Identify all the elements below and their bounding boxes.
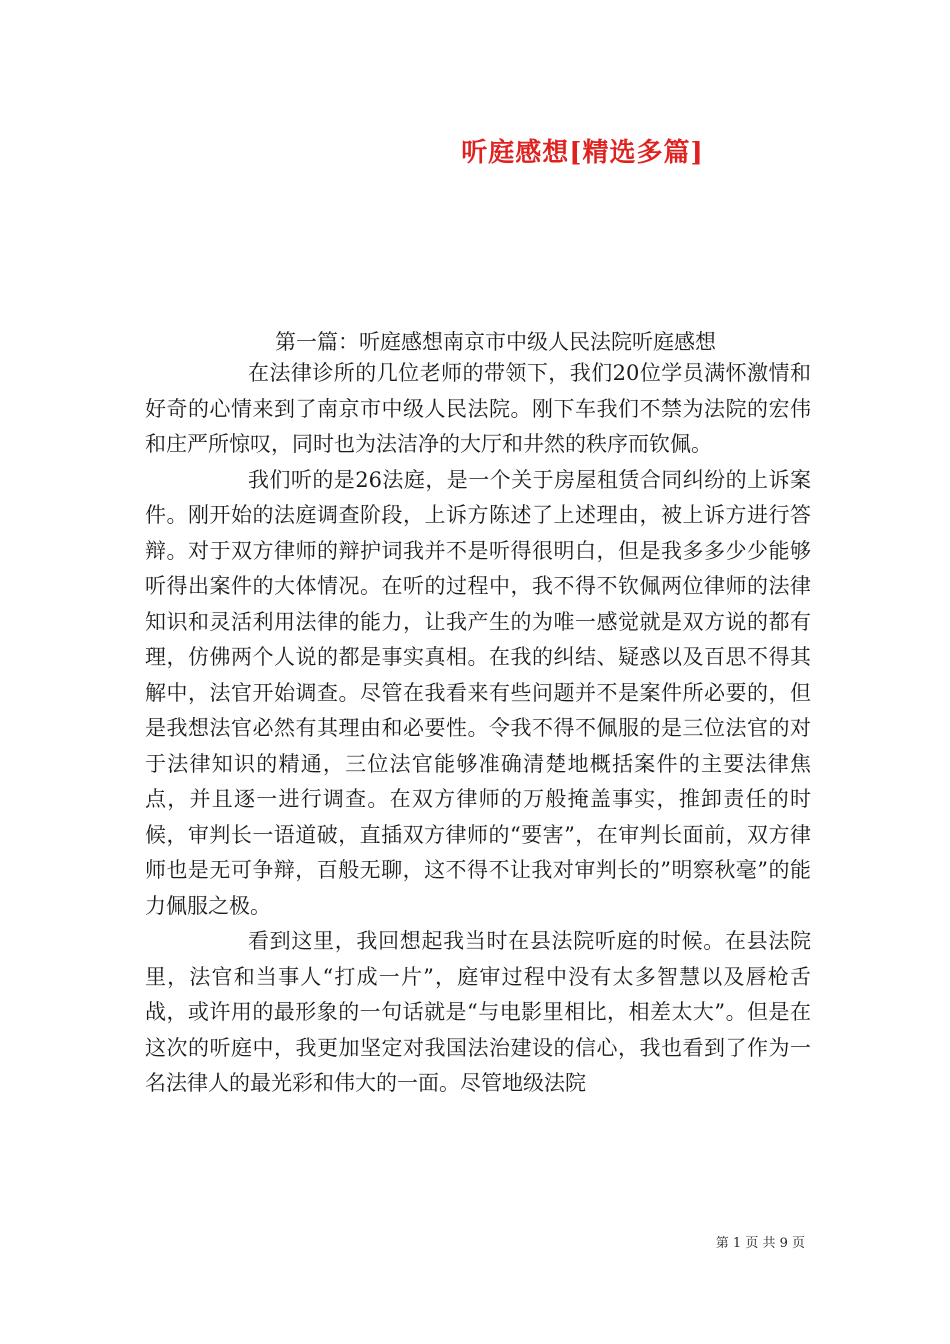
paragraph: 我们听的是26法庭，是一个关于房屋租赁合同纠纷的上诉案件。刚开始的法庭调查阶段，上诉方陈述了上述理由，被上诉方进行答辩。对于双方律师的辩护词我并不是听得很明白，但是我多多少少能够听得出案件的大体情况。在听的过程中，我不得不钦佩两位律师的法律知识和灵活利用法律的能力，让我产生的为唯一感觉就是双方说的都有理，仿佛两个人说的都是事实真相。在我的纠结、疑惑以及百思不得其解中，法官开始调查。尽管在我看来有些问题并不是案件所必要的，但是我想法官必然有其理由和必要性。令我不得不佩服的是三位法官的对于法律知识的精通，三位法官能够准确清楚地概括案件的主要法律焦点，并且逐一进行调查。在双方律师的万般掩盖事实，推卸责任的时候，审判长一语道破，直插双方律师的“要害”，在审判长面前，双方律师也是无可争辩，百般无聊，这不得不让我对审判长的”明察秋毫”的能力佩服之极。 bbox=[145, 467, 811, 918]
document-body bbox=[145, 356, 811, 1102]
page-number-footer: 第 1 页 共 9 页 bbox=[715, 1236, 805, 1251]
section-heading: 第一篇：听庭感想南京市中级人民法院听庭感想 bbox=[275, 330, 716, 354]
paragraph: 看到这里，我回想起我当时在县法院听庭的时候。在县法院里，法官和当事人“打成一片”，庭审过程中没有太多智慧以及唇枪舌战，或许用的最形象的一句话就是“与电影里相比，相差太大”。但是在这次的听庭中，我更加坚定对我国法治建设的信心，我也看到了作为一名法律人的最光彩和伟大的一面。尽管地级法院 bbox=[145, 929, 811, 1095]
paragraph: 在法律诊所的几位老师的带领下，我们20位学员满怀激情和好奇的心情来到了南京市中级人民法院。刚下车我们不禁为法院的宏伟和庄严所惊叹，同时也为法洁净的大厅和井然的秩序而钦佩。 bbox=[145, 361, 811, 456]
document-title: 听庭感想[精选多篇] bbox=[461, 138, 704, 168]
